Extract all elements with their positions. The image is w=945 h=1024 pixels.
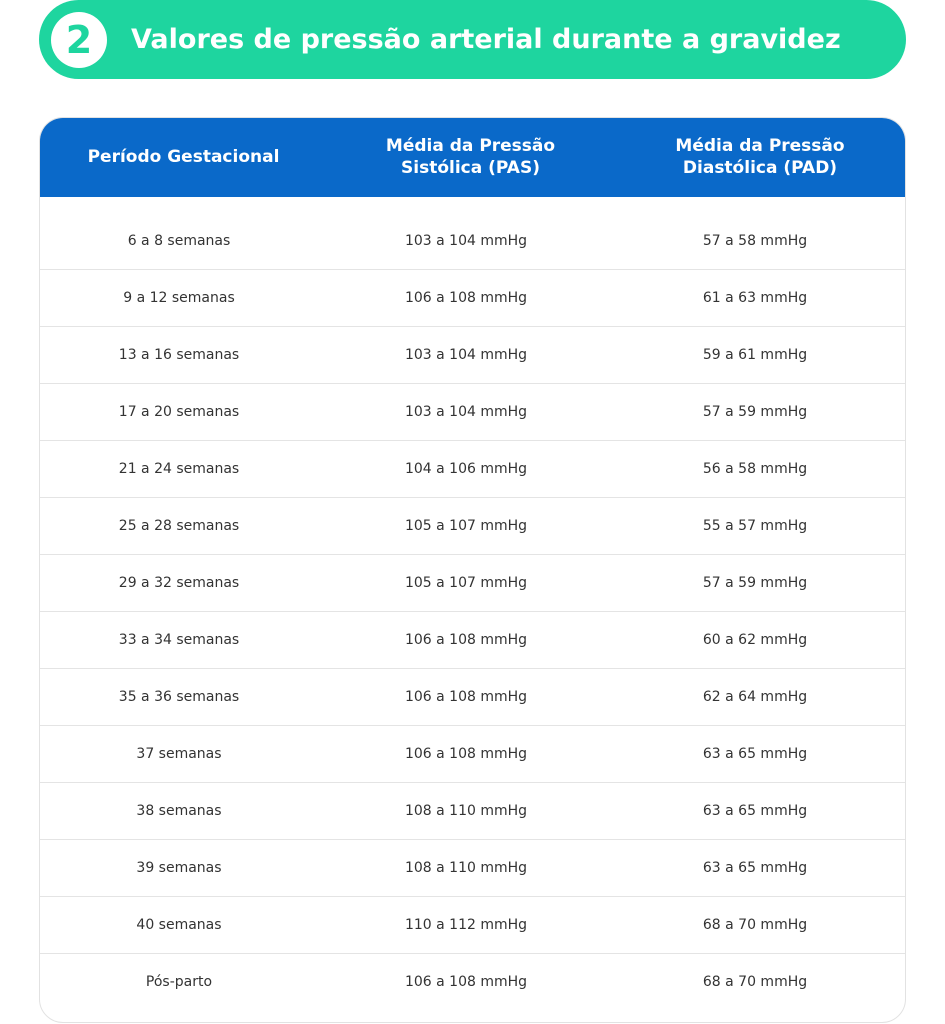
cell-systolic: 103 a 104 mmHg bbox=[404, 233, 528, 249]
cell-period: 25 a 28 semanas bbox=[118, 518, 240, 534]
cell-diastolic: 57 a 59 mmHg bbox=[702, 575, 808, 591]
cell-diastolic: 68 a 70 mmHg bbox=[702, 917, 808, 933]
cell-diastolic: 68 a 70 mmHg bbox=[702, 974, 808, 990]
table-row bbox=[40, 726, 905, 783]
section-banner bbox=[39, 0, 906, 79]
cell-systolic: 106 a 108 mmHg bbox=[404, 746, 528, 762]
table-body bbox=[40, 213, 905, 1011]
table-row bbox=[40, 669, 905, 726]
table-row bbox=[40, 897, 905, 954]
cell-period: 6 a 8 semanas bbox=[127, 233, 231, 249]
table-row bbox=[40, 213, 905, 270]
section-title: Valores de pressão arterial durante a gravidez bbox=[131, 24, 841, 55]
cell-period: 37 semanas bbox=[136, 746, 222, 762]
cell-period: 35 a 36 semanas bbox=[118, 689, 240, 705]
cell-systolic: 103 a 104 mmHg bbox=[404, 404, 528, 420]
table-row bbox=[40, 555, 905, 612]
cell-diastolic: 61 a 63 mmHg bbox=[702, 290, 808, 306]
cell-systolic: 105 a 107 mmHg bbox=[404, 575, 528, 591]
cell-period: 29 a 32 semanas bbox=[118, 575, 240, 591]
table-row bbox=[40, 327, 905, 384]
cell-diastolic: 63 a 65 mmHg bbox=[702, 746, 808, 762]
cell-period: 17 a 20 semanas bbox=[118, 404, 240, 420]
cell-period: 38 semanas bbox=[136, 803, 222, 819]
header-gestational-period: Período Gestacional bbox=[87, 147, 280, 167]
cell-diastolic: 60 a 62 mmHg bbox=[702, 632, 808, 648]
cell-systolic: 106 a 108 mmHg bbox=[404, 689, 528, 705]
cell-systolic: 104 a 106 mmHg bbox=[404, 461, 528, 477]
cell-diastolic: 57 a 58 mmHg bbox=[702, 233, 808, 249]
cell-systolic: 103 a 104 mmHg bbox=[404, 347, 528, 363]
cell-period: 13 a 16 semanas bbox=[118, 347, 240, 363]
cell-diastolic: 57 a 59 mmHg bbox=[702, 404, 808, 420]
cell-period: 21 a 24 semanas bbox=[118, 461, 240, 477]
cell-diastolic: 56 a 58 mmHg bbox=[702, 461, 808, 477]
cell-period: 9 a 12 semanas bbox=[123, 290, 235, 306]
cell-systolic: 108 a 110 mmHg bbox=[404, 803, 528, 819]
blood-pressure-table bbox=[39, 117, 906, 1023]
cell-systolic: 106 a 108 mmHg bbox=[404, 290, 528, 306]
table-header bbox=[39, 117, 906, 197]
cell-period: 33 a 34 semanas bbox=[118, 632, 240, 648]
section-number-badge: 2 bbox=[51, 12, 107, 68]
cell-diastolic: 55 a 57 mmHg bbox=[702, 518, 808, 534]
cell-diastolic: 63 a 65 mmHg bbox=[702, 803, 808, 819]
cell-diastolic: 62 a 64 mmHg bbox=[702, 689, 808, 705]
cell-diastolic: 63 a 65 mmHg bbox=[702, 860, 808, 876]
table-row bbox=[40, 612, 905, 669]
cell-systolic: 108 a 110 mmHg bbox=[404, 860, 528, 876]
table-row bbox=[40, 954, 905, 1011]
header-diastolic-pressure: Média da Pressão Diastólica (PAD) bbox=[675, 136, 845, 178]
cell-systolic: 110 a 112 mmHg bbox=[404, 917, 528, 933]
table-row bbox=[40, 840, 905, 897]
cell-systolic: 105 a 107 mmHg bbox=[404, 518, 528, 534]
cell-diastolic: 59 a 61 mmHg bbox=[702, 347, 808, 363]
table-row bbox=[40, 441, 905, 498]
cell-period: 40 semanas bbox=[136, 917, 222, 933]
table-row bbox=[40, 783, 905, 840]
table-row bbox=[40, 498, 905, 555]
table-row bbox=[40, 270, 905, 327]
cell-systolic: 106 a 108 mmHg bbox=[404, 632, 528, 648]
cell-period: 39 semanas bbox=[136, 860, 222, 876]
table-row bbox=[40, 384, 905, 441]
cell-period: Pós-parto bbox=[145, 974, 213, 990]
cell-systolic: 106 a 108 mmHg bbox=[404, 974, 528, 990]
header-systolic-pressure: Média da Pressão Sistólica (PAS) bbox=[385, 136, 556, 178]
